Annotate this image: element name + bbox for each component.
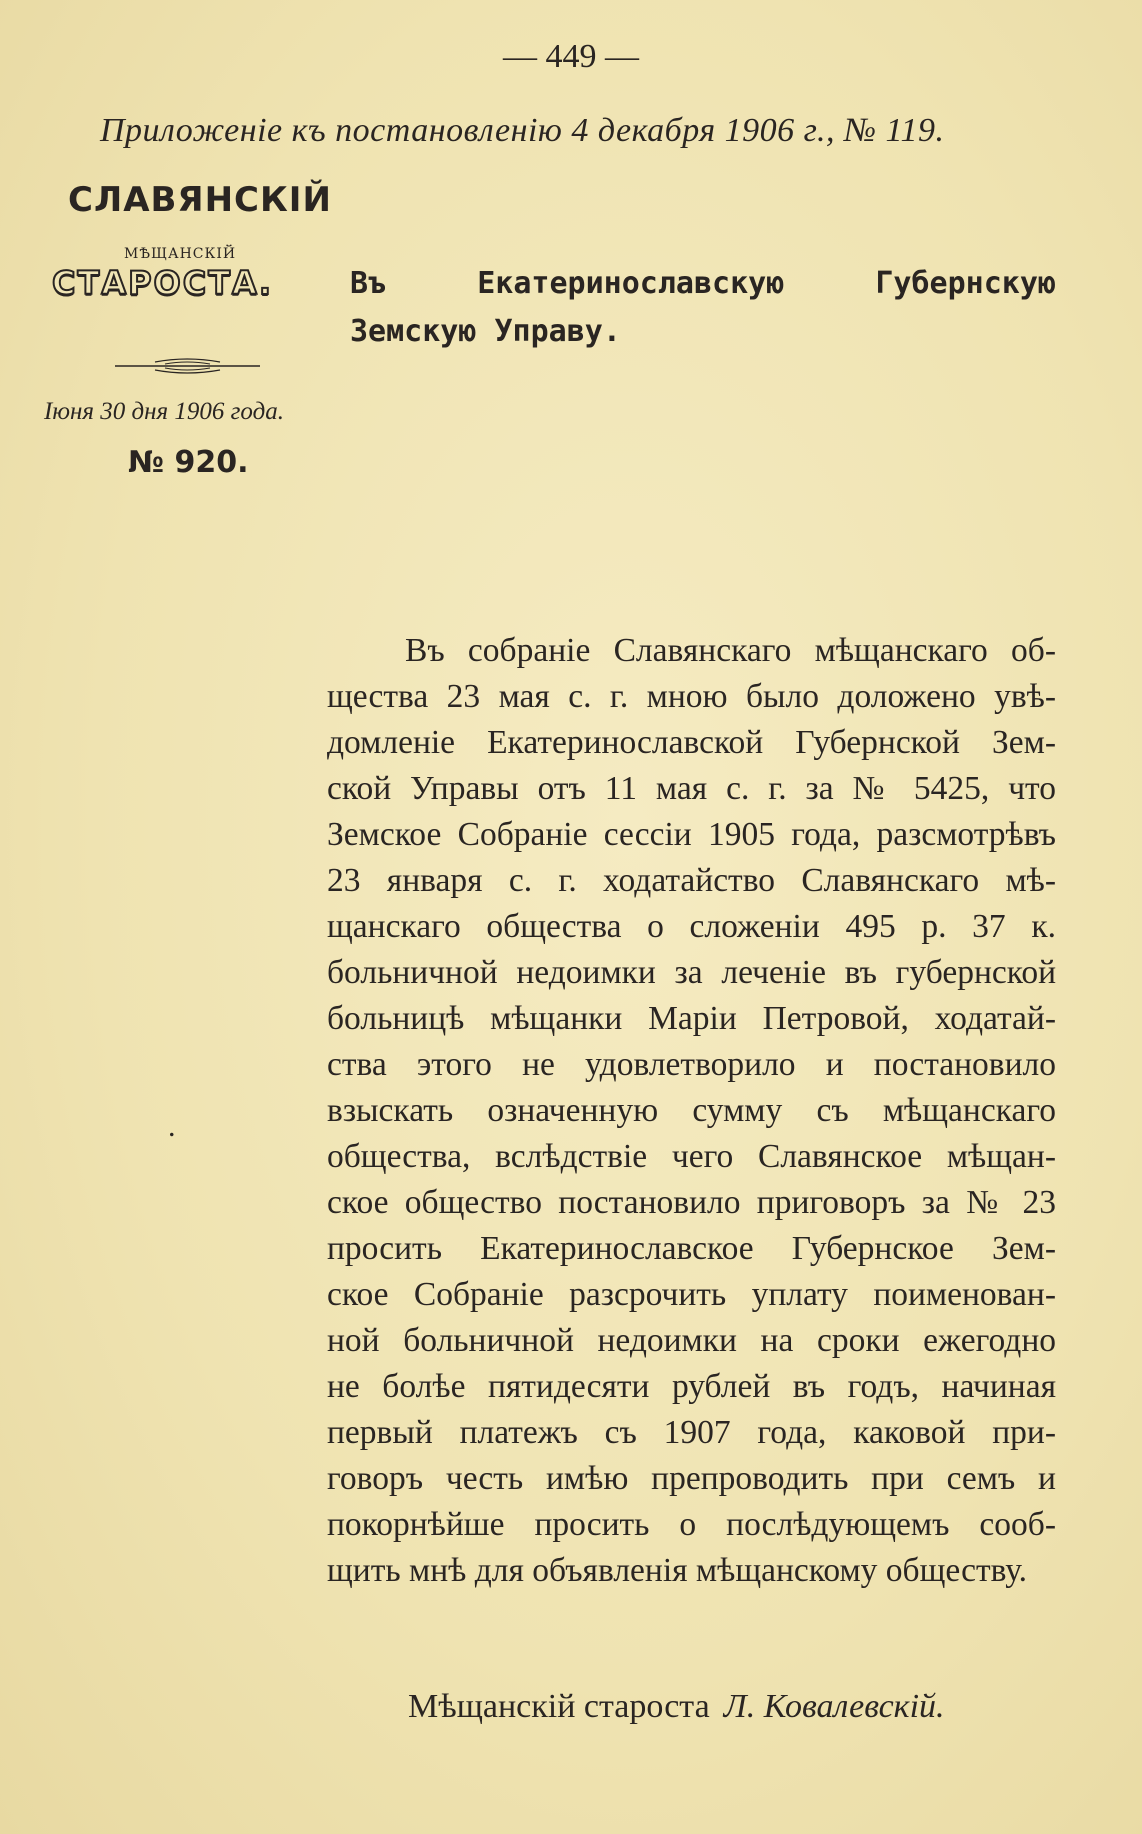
appendix-note: Приложенiе къ постановленiю 4 декабря 1906 г., № 119. (100, 112, 945, 149)
ornament-divider-icon (115, 357, 260, 375)
body-line: домленiе Екатеринославской Губернской Зем- (327, 724, 1056, 761)
body-line: ства этого не удовлетворило и постановило (327, 1046, 1056, 1083)
stray-mark: . (168, 1110, 176, 1143)
body-line: ское Собранiе разсрочить уплату поименован- (327, 1276, 1056, 1313)
body-line: щить мнѣ для объявленiя мѣщанскому обществу. (327, 1552, 1028, 1589)
signature-surname: Ковалевскiй. (763, 1688, 945, 1725)
body-line: общества, вслѣдствiе чего Славянское мѣщан- (327, 1138, 1056, 1175)
body-line: ной больничной недоимки на сроки ежегодно (327, 1322, 1056, 1359)
addressee-line: Въ Екатеринославскую Губернскую (350, 266, 1056, 301)
signature-title: Мѣщанскiй староста (408, 1688, 710, 1725)
body-line: не болѣе пятидесяти рублей въ годъ, начиная (327, 1368, 1056, 1405)
letter-date: Iюня 30 дня 1906 года. (44, 398, 284, 425)
body-line: просить Екатеринославское Губернское Зем- (327, 1230, 1056, 1267)
signature-initial: Л. (723, 1688, 756, 1725)
body-line: ское общество постановило приговоръ за № 23 (327, 1184, 1056, 1221)
body-line: ской Управы отъ 11 мая с. г. за № 5425, что (327, 770, 1056, 807)
body-line: 23 января с. г. ходатайство Славянскаго мѣ- (327, 862, 1056, 899)
letter-number: № 920. (128, 445, 249, 480)
body-line: щества 23 мая с. г. мною было доложено увѣ- (327, 678, 1056, 715)
signature-line (408, 1688, 945, 1726)
addressee (350, 260, 1056, 356)
sender-title: СТАРОСТА. (52, 264, 273, 302)
letter-body (327, 628, 1056, 1594)
body-line: взыскать означенную сумму съ мѣщанскаго (327, 1092, 1056, 1129)
body-line: Въ собранiе Славянскаго мѣщанскаго об- (405, 632, 1056, 669)
sender-city: СЛАВЯНСКIЙ (68, 180, 332, 220)
body-line: больничной недоимки за леченiе въ губернской (327, 954, 1056, 991)
body-line: покорнѣйше просить о послѣдующемъ сооб- (327, 1506, 1056, 1543)
body-line: Земское Собранiе сессiи 1905 года, разсмотрѣвъ (327, 816, 1056, 853)
body-line: щанскаго общества о сложенiи 495 р. 37 к. (327, 908, 1056, 945)
body-line: первый платежъ съ 1907 года, каковой при- (327, 1414, 1056, 1451)
body-line: больницѣ мѣщанки Марiи Петровой, ходатай- (327, 1000, 1056, 1037)
page-number: — 449 — (503, 38, 639, 75)
sender-type: МѢЩАНСКIЙ (124, 246, 237, 262)
addressee-line: Земскую Управу. (350, 314, 621, 349)
sender-block (40, 180, 340, 302)
body-line: говоръ честь имѣю препроводить при семъ и (327, 1460, 1056, 1497)
